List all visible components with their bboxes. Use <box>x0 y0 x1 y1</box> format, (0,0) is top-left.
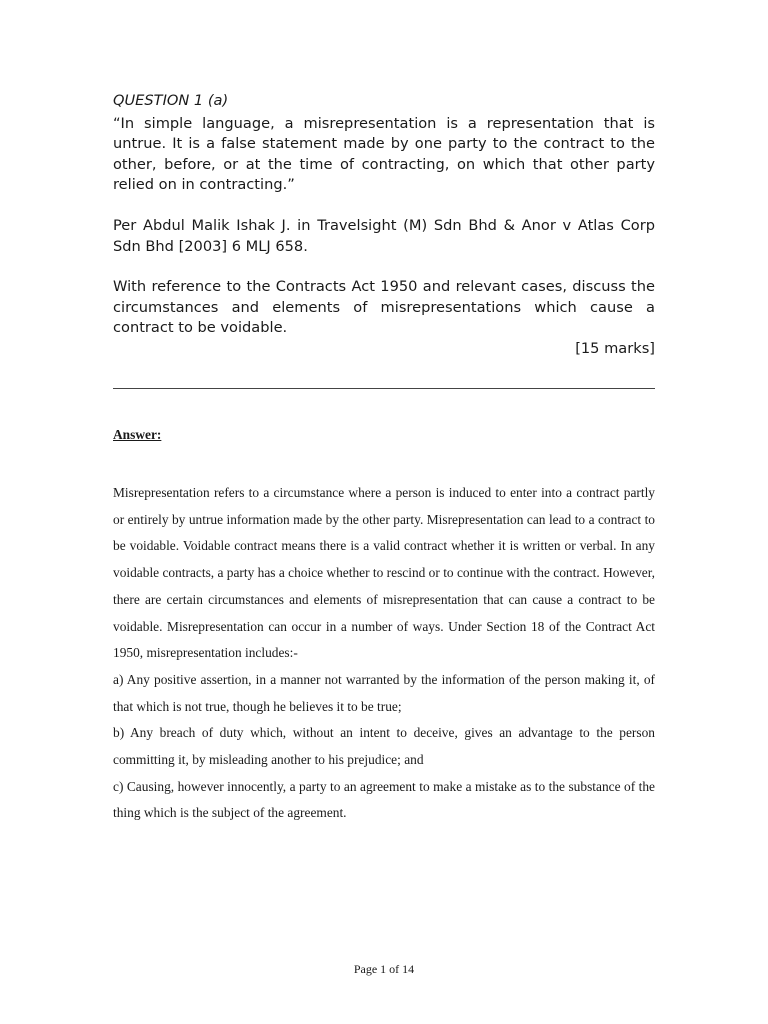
page-number: Page 1 of 14 <box>353 962 415 976</box>
answer-list-item-b: b) Any breach of duty which, without an intent to deceive, gives an advantage to the person committing it, by misleading another to his prejudice; and <box>113 725 655 768</box>
question-block <box>113 91 655 360</box>
question-instruction: With reference to the Contracts Act 1950 and relevant cases, discuss the circumstances and elements of misrepresentations which cause a contract to be voidable. <box>113 278 655 337</box>
question-quote: “In simple language, a misrepresentation is a representation that is untrue. It is a false statement made by one party to the contract to the other, before, or at the time of contracting, on which that other party relied on in contracting.” <box>113 114 655 194</box>
answer-intro-paragraph: Misrepresentation refers to a circumstance where a person is induced to enter into a contract partly or entirely by untrue information made by the other party. Misrepresentation can lead to a contract to be voidable. Voidable contract means there is a valid contract whether it is written or verbal. In any voidable contracts, a party has a choice whether to rescind or to continue with the contract. However, there are certain circumstances and elements of misrepresentation that can cause a contract to be voidable. Misrepresentation can occur in a number of ways. Under Section 18 of the Contract Act 1950, misrepresentation includes:- <box>113 485 655 661</box>
spacer <box>113 196 655 216</box>
answer-list-item-c: c) Causing, however innocently, a party to an agreement to make a mistake as to the substance of the thing which is the subject of the agreement. <box>113 778 655 821</box>
question-marks: [15 marks] <box>575 339 655 357</box>
answer-heading: Answer: <box>113 427 162 442</box>
spacer <box>113 257 655 277</box>
answer-block <box>113 424 655 827</box>
question-citation: Per Abdul Malik Ishak J. in Travelsight (M) Sdn Bhd & Anor v Atlas Corp Sdn Bhd [2003] 6 MLJ 658. <box>113 216 655 255</box>
question-title: QUESTION 1 (a) <box>113 92 229 109</box>
section-divider <box>113 388 655 389</box>
answer-list-item-a: a) Any positive assertion, in a manner not warranted by the information of the person making it, of that which is not true, though he believes it to be true; <box>113 671 655 714</box>
answer-body <box>113 480 655 827</box>
